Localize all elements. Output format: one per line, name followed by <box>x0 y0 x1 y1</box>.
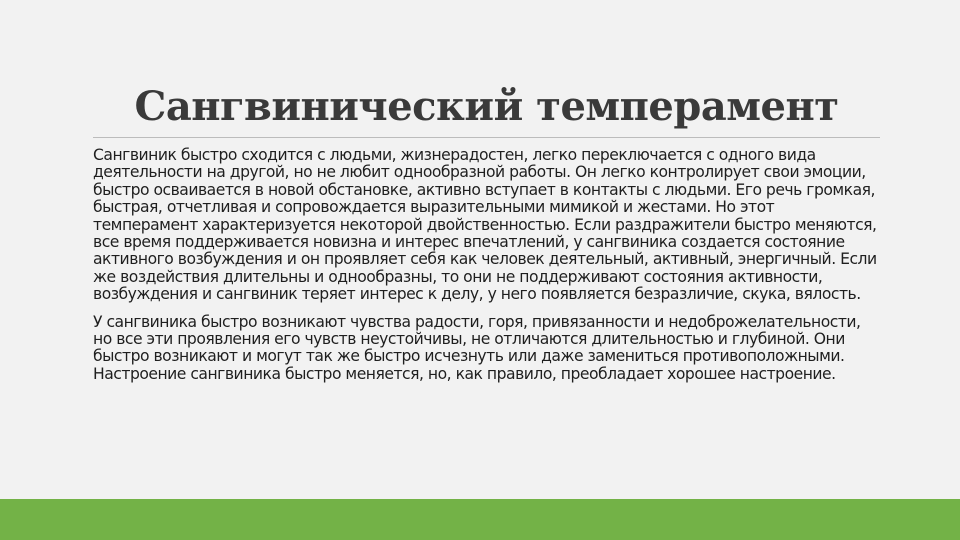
footer-accent-bar <box>0 499 960 540</box>
slide-body <box>93 147 883 383</box>
body-paragraph-1: Сангвиник быстро сходится с людьми, жизнерадостен, легко переключается с одного вида деятельности на другой, но не любит однообразной работы. Он легко контролирует свои эмоции, быстро осваивается в новой обстановке, активно вступает в контакты с людьми. Его речь громкая, быстрая, отчетливая и сопровождается выразительными мимикой и жестами. Но этот темперамент характеризуется некоторой двойственностью. Если раздражители быстро меняются, все время поддерживается новизна и интерес впечатлений, у сангвиника создается состояние активного возбуждения и он проявляет себя как человек деятельный, активный, энергичный. Если же воздействия длительны и однообразны, то они не поддерживают состояния активности, возбуждения и сангвиник теряет интерес к делу, у него появляется безразличие, скука, вялость. <box>93 146 877 304</box>
body-paragraph-2: У сангвиника быстро возникают чувства радости, горя, привязанности и недоброжелательности, но все эти проявления его чувств неустойчивы, не отличаются длительностью и глубиной. Они быстро возникают и могут так же быстро исчезнуть или даже замениться противоположными. Настроение сангвиника быстро меняется, но, как правило, преобладает хорошее настроение. <box>93 312 861 383</box>
title-divider <box>93 137 880 138</box>
slide-title: Сангвинический темперамент <box>134 83 839 130</box>
